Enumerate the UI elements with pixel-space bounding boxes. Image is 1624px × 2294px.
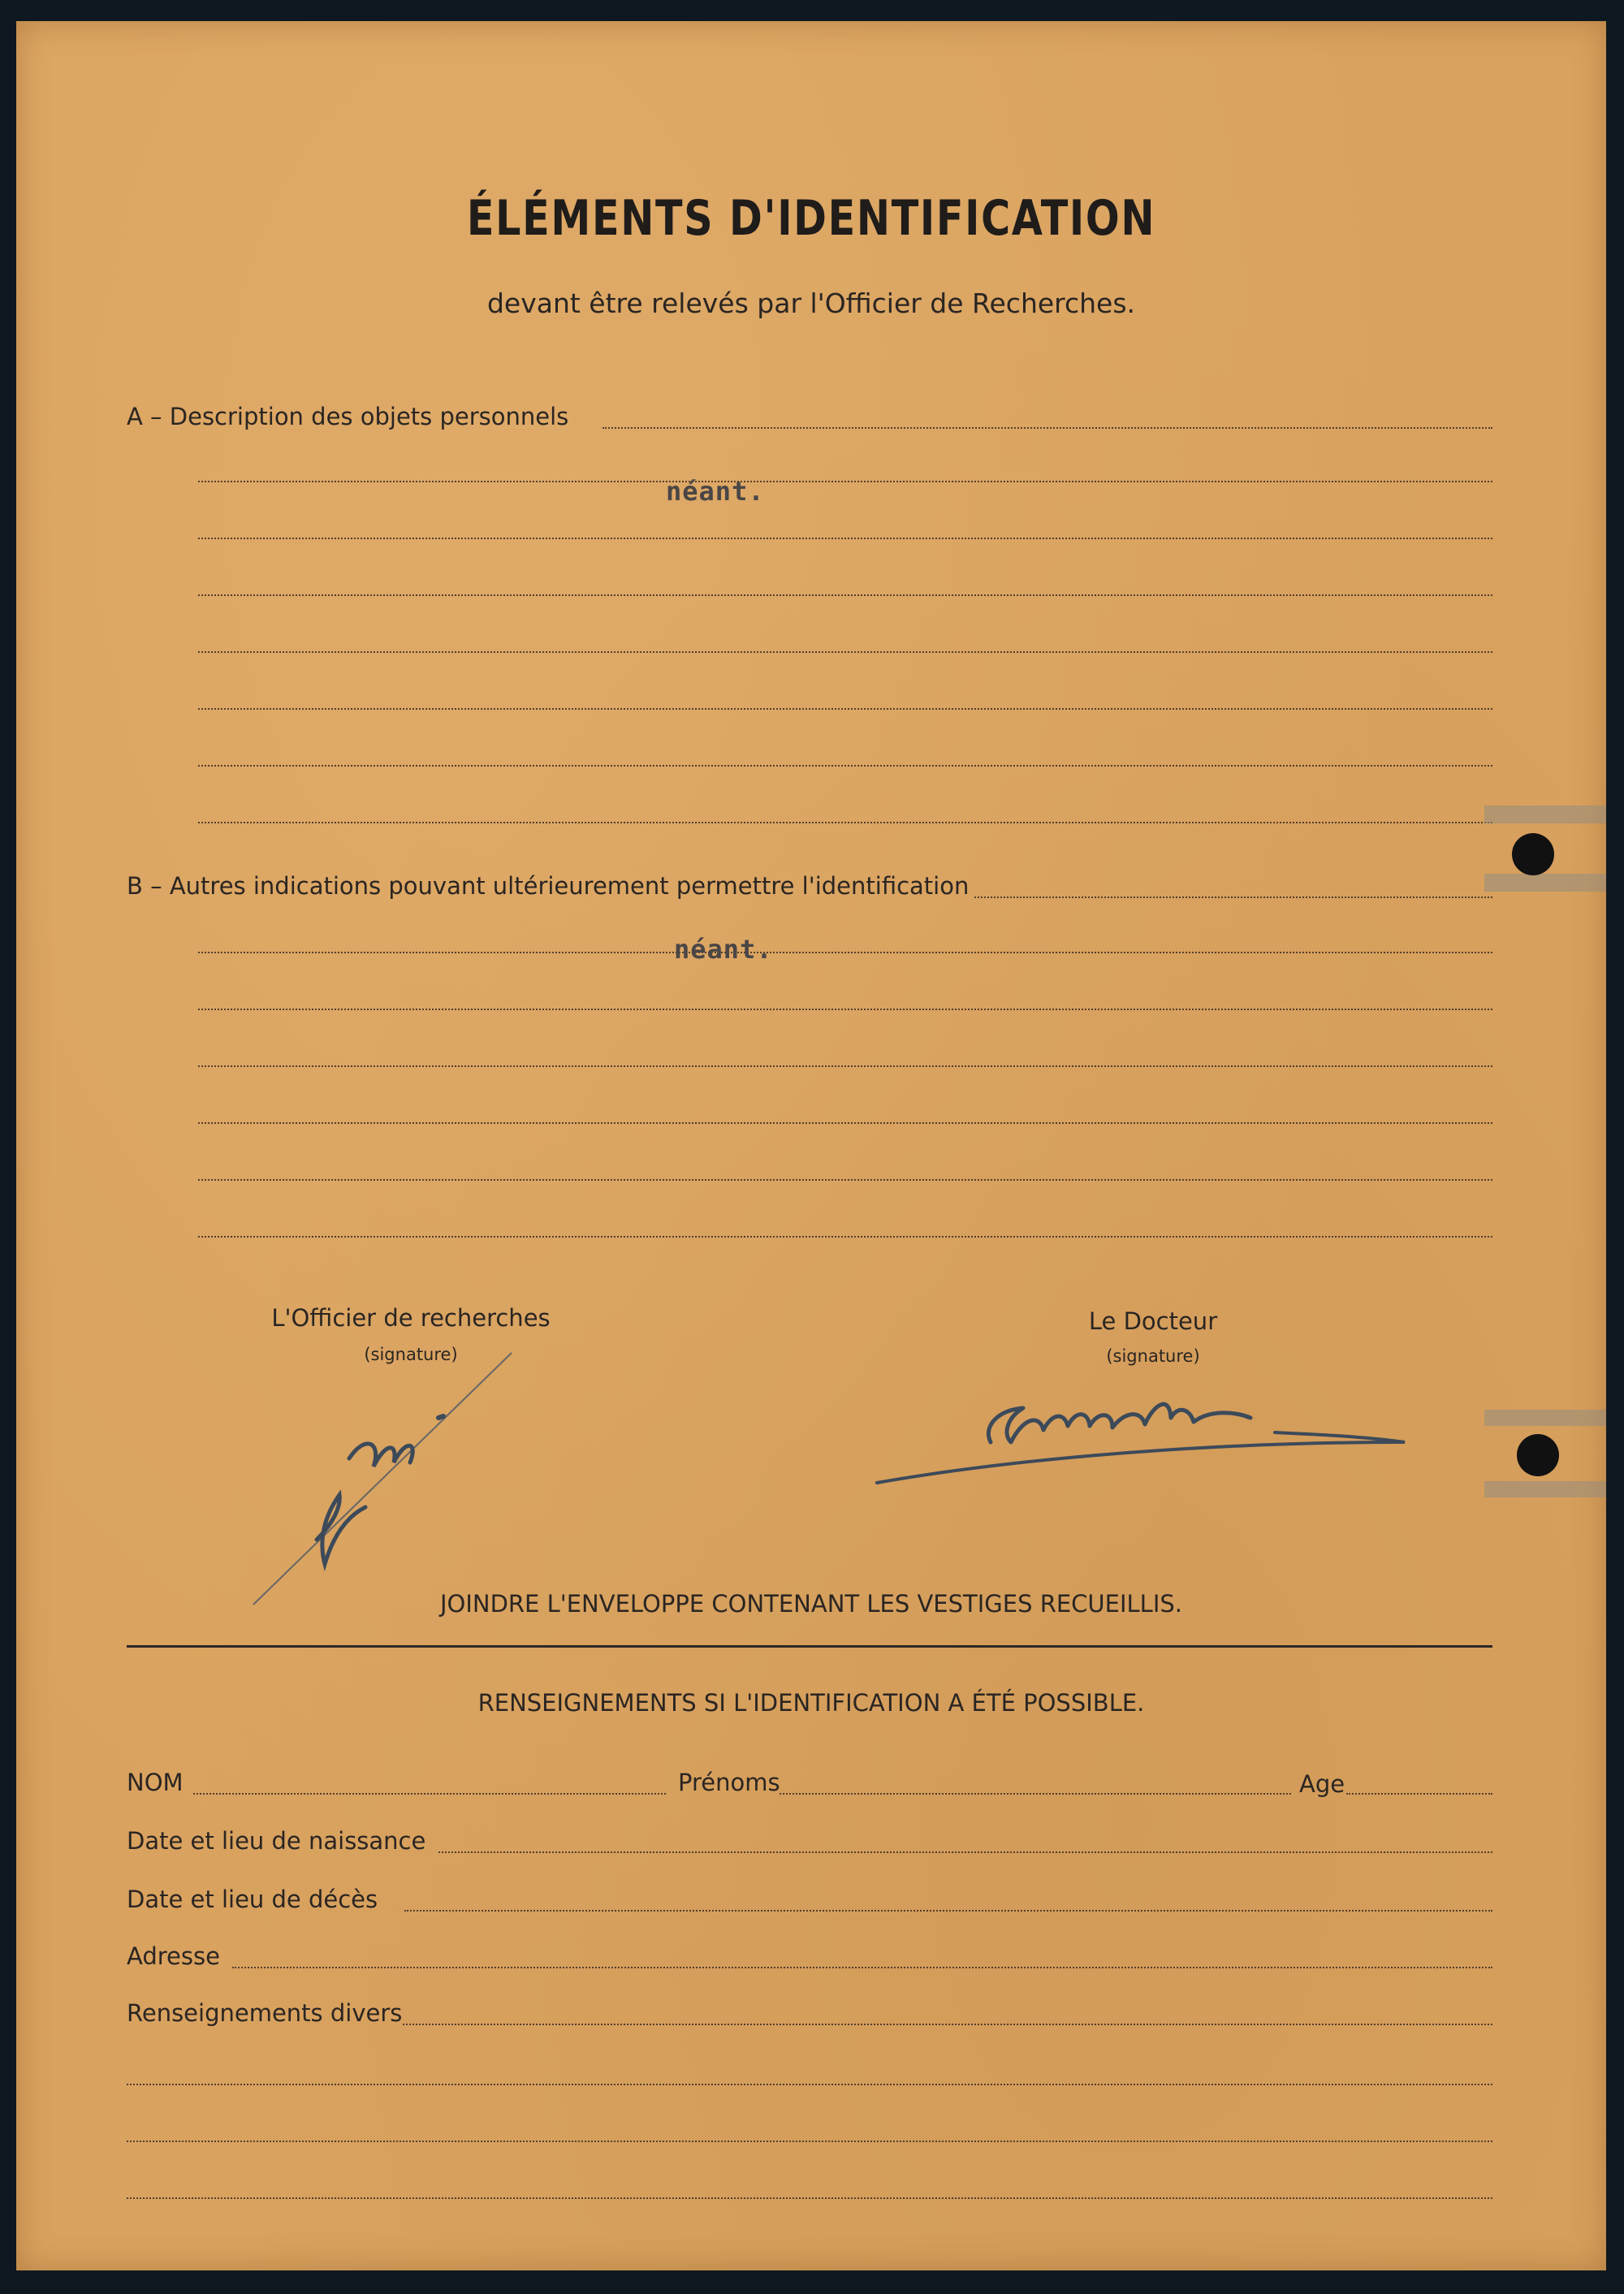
prenoms-label: Prénoms <box>678 1769 780 1796</box>
age-field[interactable] <box>1346 1793 1492 1795</box>
section-a-line[interactable] <box>198 708 1492 710</box>
officer-label: L'Officier de recherches <box>271 1304 551 1332</box>
section-b-line[interactable] <box>198 1009 1492 1010</box>
punch-hole <box>1517 1434 1559 1476</box>
deces-label: Date et lieu de décès <box>127 1886 378 1913</box>
section-a-line[interactable] <box>198 822 1492 823</box>
prenoms-field[interactable] <box>780 1793 1291 1795</box>
deces-field[interactable] <box>404 1910 1492 1912</box>
section-b-typed-value: néant. <box>674 934 773 965</box>
section-a-line[interactable] <box>198 594 1492 596</box>
nom-label: NOM <box>127 1769 184 1796</box>
section-b-line[interactable] <box>198 1065 1492 1067</box>
tape-mark <box>1484 806 1606 823</box>
section-a-line[interactable] <box>198 651 1492 653</box>
divers-field[interactable] <box>127 2141 1492 2142</box>
divers-field[interactable] <box>127 2197 1492 2199</box>
divers-label: Renseignements divers <box>127 1999 403 2027</box>
section-a-line[interactable] <box>603 427 1492 429</box>
tape-mark <box>1484 1481 1606 1497</box>
section-a-line[interactable] <box>198 481 1492 482</box>
section-b-line[interactable] <box>198 952 1492 953</box>
adresse-label: Adresse <box>127 1942 220 1970</box>
officer-sublabel: (signature) <box>364 1345 458 1364</box>
form-title: ÉLÉMENTS D'IDENTIFICATION <box>466 190 1156 247</box>
adresse-field[interactable] <box>232 1967 1492 1968</box>
section-b-line[interactable] <box>198 1179 1492 1181</box>
form-subtitle: devant être relevés par l'Officier de Recherches. <box>486 287 1136 319</box>
punch-hole <box>1512 833 1554 875</box>
section-a-line[interactable] <box>198 765 1492 767</box>
section-divider <box>127 1645 1492 1648</box>
officer-signature <box>244 1320 585 1629</box>
instruction-text: JOINDRE L'ENVELOPPE CONTENANT LES VESTIGES RECUEILLIS. <box>439 1590 1183 1618</box>
section-b-line[interactable] <box>198 1122 1492 1124</box>
nom-field[interactable] <box>193 1793 666 1795</box>
section-b-line[interactable] <box>974 896 1492 898</box>
section-b-line[interactable] <box>198 1236 1492 1238</box>
section-b-label: B – Autres indications pouvant ultérieurement permettre l'identification <box>127 872 970 900</box>
identification-heading: RENSEIGNEMENTS SI L'IDENTIFICATION A ÉTÉ POSSIBLE. <box>477 1689 1145 1717</box>
age-label: Age <box>1299 1770 1345 1798</box>
doctor-signature <box>869 1361 1421 1499</box>
tape-mark <box>1484 874 1606 892</box>
form-page <box>16 21 1606 2270</box>
naissance-label: Date et lieu de naissance <box>127 1827 426 1855</box>
doctor-label: Le Docteur <box>1088 1307 1218 1335</box>
section-a-label: A – Description des objets personnels <box>127 403 569 430</box>
naissance-field[interactable] <box>438 1851 1492 1853</box>
divers-field[interactable] <box>127 2084 1492 2085</box>
divers-field[interactable] <box>403 2024 1492 2025</box>
section-a-line[interactable] <box>198 538 1492 539</box>
tape-mark <box>1484 1410 1606 1426</box>
section-a-typed-value: néant. <box>666 476 765 507</box>
doctor-sublabel: (signature) <box>1106 1346 1200 1366</box>
